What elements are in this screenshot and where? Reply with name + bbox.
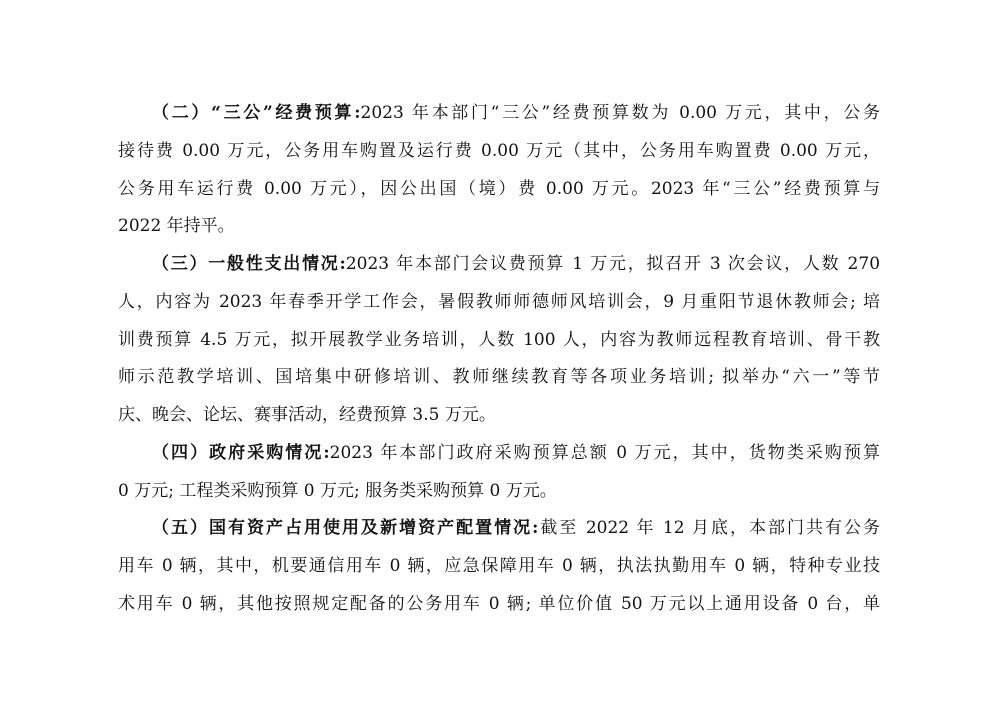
section-heading: （二）“三公”经费预算: [152, 103, 361, 123]
paragraph-line [152, 441, 880, 465]
paragraph-line: 人，内容为 2023 年春季开学工作会，暑假教师师德师风培训会，9 月重阳节退休教师会; 培 [118, 292, 880, 312]
paragraph-line: 2022 年持平。 [118, 216, 235, 236]
paragraph-text: 2023 年本部门会议费预算 1 万元，拟召开 3 次会议，人数 270 [345, 254, 880, 274]
section-heading: （三）一般性支出情况: [152, 254, 346, 274]
paragraph-text: 2023 年本部门政府采购预算总额 0 万元，其中，货物类采购预算 [329, 443, 880, 463]
paragraph-line: 师示范教学培训、国培集中研修培训、教师继续教育等各项业务培训; 拟举办“六一”等节 [118, 367, 880, 387]
paragraph-line: 术用车 0 辆，其他按照规定配备的公务用车 0 辆; 单位价值 50 万元以上通用设备 0 台，单 [118, 594, 880, 614]
paragraph-text: 截至 2022 年 12 月底，本部门共有公务 [538, 518, 880, 538]
paragraph-line [152, 516, 880, 540]
paragraph-line: 0 万元; 工程类采购预算 0 万元; 服务类采购预算 0 万元。 [118, 481, 557, 501]
paragraph-line [152, 101, 880, 125]
section-heading: （四）政府采购情况: [152, 443, 330, 463]
paragraph-line: 公务用车运行费 0.00 万元），因公出国（境）费 0.00 万元。2023 年“三公”经费预算与 [118, 179, 880, 199]
section-heading: （五）国有资产占用使用及新增资产配置情况: [152, 518, 539, 538]
paragraph-line: 训费预算 4.5 万元，拟开展教学业务培训，人数 100 人，内容为教师远程教育培训、骨干教 [118, 330, 880, 350]
paragraph-line [152, 252, 880, 276]
paragraph-line: 接待费 0.00 万元，公务用车购置及运行费 0.00 万元（其中，公务用车购置费 0.00 万元， [118, 141, 880, 161]
paragraph-text: 2023 年本部门“三公”经费预算数为 0.00 万元，其中，公务 [360, 103, 880, 123]
paragraph-line: 庆、晚会、论坛、赛事活动，经费预算 3.5 万元。 [118, 405, 496, 425]
paragraph-line: 用车 0 辆，其中，机要通信用车 0 辆，应急保障用车 0 辆，执法执勤用车 0 辆，特种专业技 [118, 556, 880, 576]
